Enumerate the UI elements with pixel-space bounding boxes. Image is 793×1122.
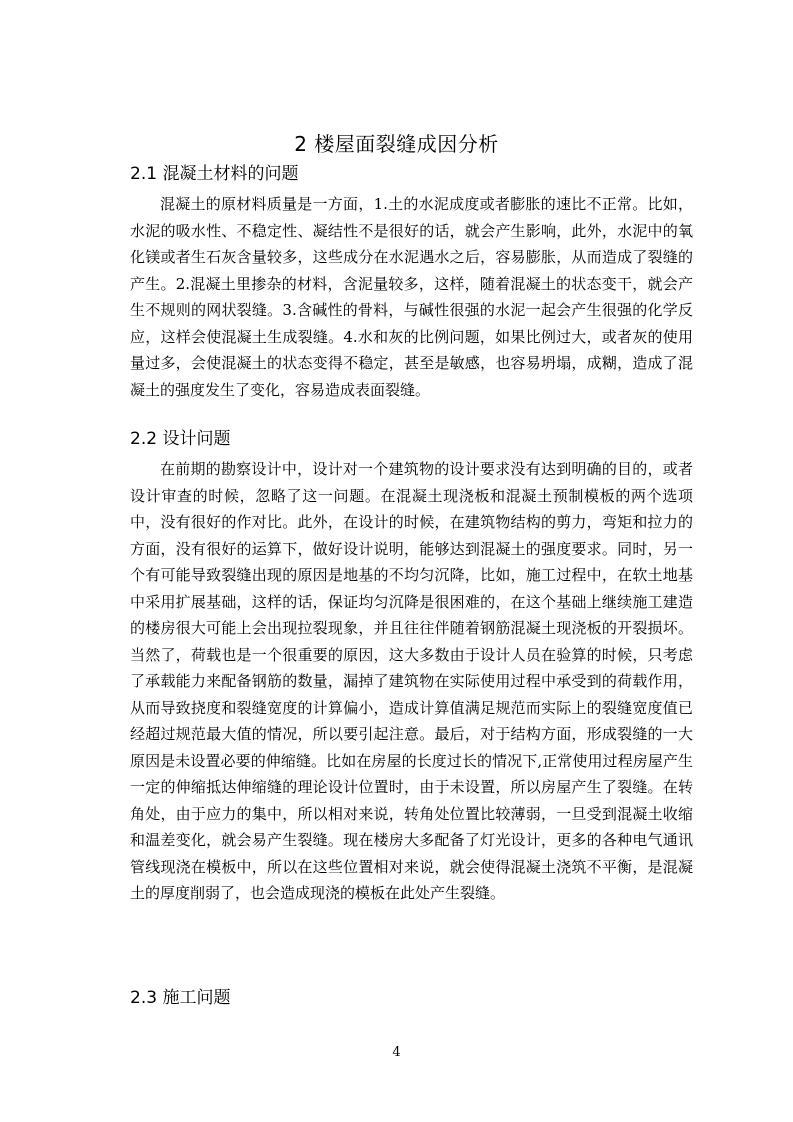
section-heading-2-2: 2.2 设计问题: [130, 429, 231, 449]
section-heading-2-1: 2.1 混凝土材料的问题: [130, 164, 299, 184]
section-paragraph-2-2: 在前期的勘察设计中，设计对一个建筑物的设计要求没有达到明确的目的，或者设计审查的时候，忽略了这一问题。在混凝土现浇板和混凝土预制模板的两个选项中，没有很好的作对比。此外，在设计的时候，在建筑物结构的剪力，弯矩和拉力的方面，没有很好的运算下，做好设计说明，能够达到混凝土的强度要求。同时，另一个有可能导致裂缝出现的原因是地基的不均匀沉降，比如，施工过程中，在软土地基中采用扩展基础，这样的话，保证均匀沉降是很困难的，在这个基础上继续施工建造的楼房很大可能上会出现拉裂现象，并且往往伴随着钢筋混凝土现浇板的开裂损坏。当然了，荷载也是一个很重要的原因，这大多数由于设计人员在验算的时候，只考虑了承载能力来配备钢筋的数量，漏掉了建筑物在实际使用过程中承受到的荷载作用，从而导致挠度和裂缝宽度的计算偏小，造成计算值满足规范而实际上的裂缝宽度值已经超过规范最大值的情况，所以要引起注意。最后，对于结构方面，形成裂缝的一大原因是未设置必要的伸缩缝。比如在房屋的长度过长的情况下,正常使用过程房屋产生一定的伸缩抵达伸缩缝的理论设计位置时，由于未设置，所以房屋产生了裂缝。在转角处，由于应力的集中，所以相对来说，转角处位置比较薄弱，一旦受到混凝土收缩和温差变化，就会易产生裂缝。现在楼房大多配备了灯光设计，更多的各种电气通讯管线现浇在模板中，所以在这些位置相对来说，就会使得混凝土浇筑不平衡，是混凝土的厚度削弱了，也会造成现浇的模板在此处产生裂缝。: [130, 460, 693, 902]
chapter-title: 2 楼屋面裂缝成因分析: [294, 132, 499, 156]
section-heading-2-3: 2.3 施工问题: [130, 988, 231, 1008]
page-number: 4: [392, 1045, 401, 1060]
section-paragraph-2-1: 混凝土的原材料质量是一方面，1.土的水泥成度或者膨胀的速比不正常。比如，水泥的吸水性、不稳定性、凝结性不是很好的话，就会产生影响，此外，水泥中的氧化镁或者生石灰含量较多，这些成分在水泥遇水之后，容易膨胀，从而造成了裂缝的产生。2.混凝土里掺杂的材料，含泥量较多，这样，随着混凝土的状态变干，就会产生不规则的网状裂缝。3.含碱性的骨料，与碱性很强的水泥一起会产生很强的化学反应，这样会使混凝土生成裂缝。4.水和灰的比例问题，如果比例过大，或者灰的使用量过多，会使混凝土的状态变得不稳定，甚至是敏感，也容易坍塌，成糊，造成了混凝土的强度发生了变化，容易造成表面裂缝。: [130, 195, 693, 399]
